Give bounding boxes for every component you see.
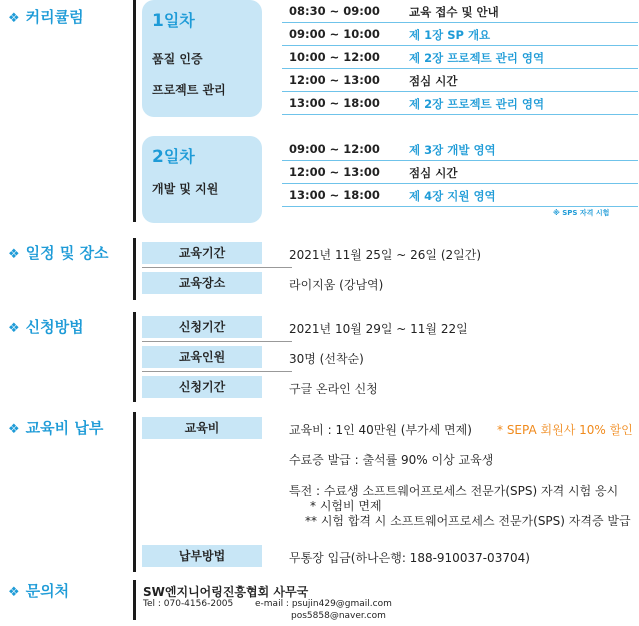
row-time: 12:00 ~ 13:00 [289, 165, 380, 179]
payment-method-label: 납부방법 [142, 545, 262, 567]
period-value: 2021년 11월 25일 ~ 26일 (2일간) [289, 248, 482, 262]
schedule-row [282, 92, 638, 115]
schedule-row [282, 0, 638, 23]
place-value: 라이지움 (강남역) [289, 278, 384, 292]
people-value: 30명 (선착순) [289, 352, 364, 366]
day1-topic1: 품질 인증 [152, 52, 203, 66]
row-divider [142, 267, 292, 268]
row-time: 09:00 ~ 12:00 [289, 142, 380, 156]
day2-topic1: 개발 및 지원 [152, 182, 219, 196]
day1-suffix: 일차 [163, 11, 195, 30]
row-time: 12:00 ~ 13:00 [289, 73, 380, 87]
diamond-bullet-icon: ❖ [8, 422, 20, 437]
section-title-text: 신청방법 [25, 318, 84, 336]
method-label: 신청기간 [142, 376, 262, 398]
row-content: 점심 시간 [409, 166, 458, 180]
diamond-bullet-icon: ❖ [8, 585, 20, 600]
method-value: 구글 온라인 신청 [289, 382, 378, 396]
fee-label: 교육비 [142, 417, 262, 439]
fee-value: 교육비 : 1인 40만원 (부가세 면제) [289, 423, 472, 437]
section-title-application [8, 316, 84, 337]
day2-number: 2 [152, 147, 164, 167]
benefit-value: 특전 : 수료생 소프트웨어프로세스 전문가(SPS) 자격 시험 응시 [289, 484, 619, 498]
row-content: 제 1장 SP 개요 [409, 28, 491, 42]
section-title-schedule [8, 242, 109, 263]
benefit-note2: ** 시험 합격 시 소프트웨어프로세스 전문가(SPS) 자격증 발급 [305, 514, 631, 528]
diamond-bullet-icon: ❖ [8, 11, 20, 26]
certificate-value: 수료증 발급 : 출석률 90% 이상 교육생 [289, 453, 494, 467]
people-label: 교육인원 [142, 346, 262, 368]
day1-title [152, 8, 195, 31]
section-title-curriculum [8, 6, 84, 27]
row-divider [142, 341, 292, 342]
section-title-text: 교육비 납부 [25, 419, 104, 437]
row-content: 점심 시간 [409, 74, 458, 88]
section-title-contact [8, 580, 69, 601]
row-divider [142, 371, 292, 372]
sps-note: ※ SPS 자격 시험 [553, 209, 610, 217]
benefit-note1: * 시험비 면제 [310, 499, 382, 513]
day2-suffix: 일차 [163, 147, 195, 166]
row-content: 제 2장 프로젝트 관리 영역 [409, 51, 545, 65]
section-title-text: 커리큘럼 [25, 8, 84, 26]
contact-tel: Tel : 070-4156-2005 [143, 599, 234, 609]
vertical-divider [133, 412, 136, 572]
contact-email: e-mail : psujin429@gmail.com [255, 599, 392, 609]
section-title-payment [8, 417, 103, 438]
schedule-row [282, 46, 638, 69]
day1-box [142, 0, 262, 117]
place-label: 교육장소 [142, 272, 262, 294]
period-label: 교육기간 [142, 242, 262, 264]
contact-email2: pos5858@naver.com [291, 611, 386, 621]
row-content: 제 4장 지원 영역 [409, 189, 496, 203]
vertical-divider [133, 580, 136, 620]
vertical-divider [133, 238, 136, 300]
diamond-bullet-icon: ❖ [8, 247, 20, 262]
day1-number: 1 [152, 11, 164, 31]
row-content: 제 3장 개발 영역 [409, 143, 496, 157]
row-content: 제 2장 프로젝트 관리 영역 [409, 97, 545, 111]
day2-box [142, 136, 262, 223]
section-title-text: 일정 및 장소 [25, 244, 109, 262]
schedule-row [282, 161, 638, 184]
application-period-label: 신청기간 [142, 316, 262, 338]
row-time: 08:30 ~ 09:00 [289, 4, 380, 18]
payment-method-value: 무통장 입금(하나은행: 188-910037-03704) [289, 551, 530, 565]
contact-org: SW엔지니어링진흥협회 사무국 [143, 585, 309, 599]
discount-note: * SEPA 회원사 10% 할인 [497, 423, 633, 437]
section-title-text: 문의처 [25, 582, 70, 600]
day2-title [152, 144, 195, 167]
row-time: 13:00 ~ 18:00 [289, 96, 380, 110]
schedule-row [282, 23, 638, 46]
vertical-divider [133, 0, 136, 222]
application-period-value: 2021년 10월 29일 ~ 11월 22일 [289, 322, 468, 336]
row-content: 교육 접수 및 안내 [409, 5, 499, 19]
schedule-row [282, 69, 638, 92]
row-time: 09:00 ~ 10:00 [289, 27, 380, 41]
row-time: 10:00 ~ 12:00 [289, 50, 380, 64]
schedule-row [282, 184, 638, 207]
schedule-row [282, 138, 638, 161]
vertical-divider [133, 312, 136, 402]
row-time: 13:00 ~ 18:00 [289, 188, 380, 202]
day1-topic2: 프로젝트 관리 [152, 83, 226, 97]
diamond-bullet-icon: ❖ [8, 321, 20, 336]
